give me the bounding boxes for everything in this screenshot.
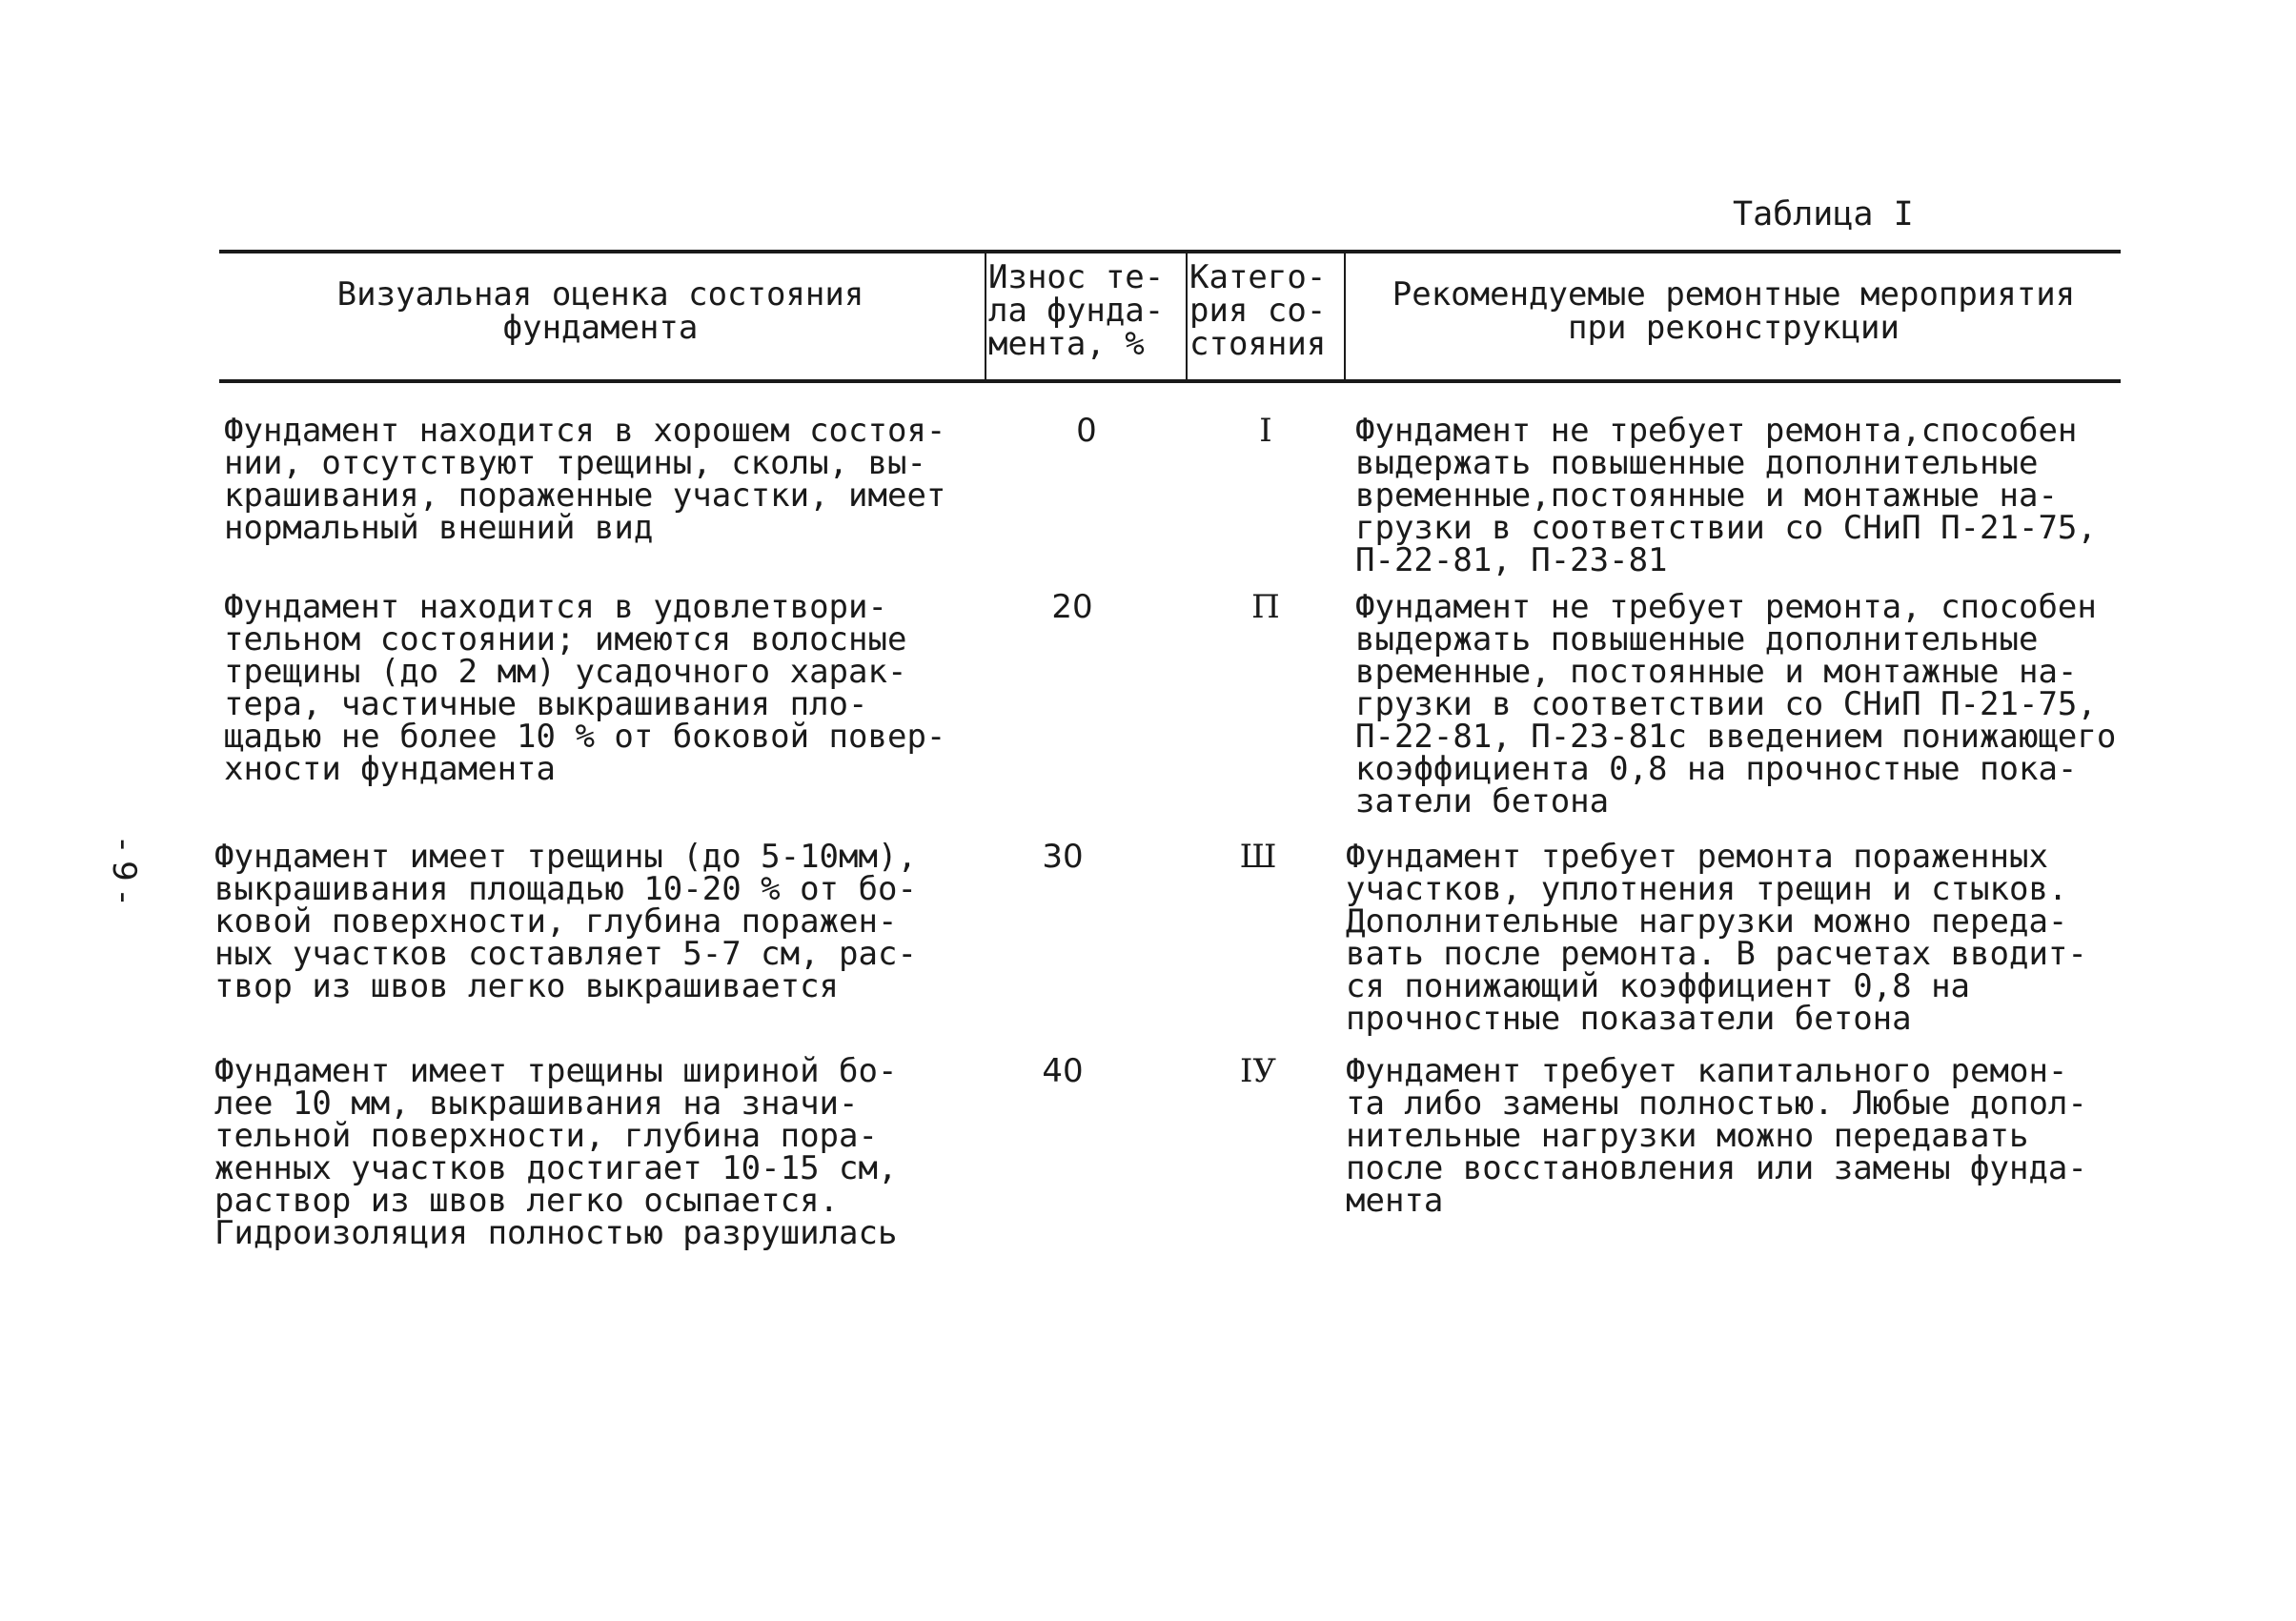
table-header-bottom-rule <box>219 379 2121 383</box>
header-divider-3 <box>1344 253 1346 379</box>
row-3-wear: 30 <box>1042 838 1084 876</box>
page-number: - 9 - <box>105 839 143 903</box>
row-2-recommendation: Фундамент не требует ремонта, способен выдержать повышенные дополнительные временные, постоянные и монтажные на- грузки в соответствии со СНиП П-21-75, П-22-81, П-23-81с введением понижающего коэффициента 0,8 на прочностные пока- затели бетона <box>1355 588 2117 821</box>
header-recommendations: Рекомендуемые ремонтные мероприятия при реконструкции <box>1392 275 2076 347</box>
row-1-recommendation: Фундамент не требует ремонта,способен выдержать повышенные дополнительные временные,постоянные и монтажные на- грузки в соответствии со СНиП П-21-75, П-22-81, П-23-81 <box>1355 412 2097 579</box>
row-2-wear: 20 <box>1051 588 1093 626</box>
header-wear: Износ те- ла фунда- мента, % <box>988 258 1165 363</box>
row-3-description: Фундамент имеет трещины (до 5-10мм), выкрашивания площадью 10-20 % от бо- ковой поверхности, глубина поражен- ных участков составляет 5-7 см, рас- твор из швов легко выкрашивается <box>214 838 917 1005</box>
table-caption: Таблица I <box>1733 195 1914 233</box>
row-4-wear: 40 <box>1042 1052 1084 1090</box>
row-3-category: Ш <box>1239 838 1277 876</box>
row-1-description: Фундамент находится в хорошем состоя- нии, отсутствуют трещины, сколы, вы- крашивания, пораженные участки, имеет нормальный внешний вид <box>224 412 946 547</box>
row-2-description: Фундамент находится в удовлетвори- тельном состоянии; имеются волосные трещины (до 2 мм) усадочного харак- тера, частичные выкрашивания пло- щадью не более 10 % от боковой повер- хности фундамента <box>224 588 946 788</box>
header-divider-2 <box>1186 253 1188 379</box>
header-visual-assessment: Визуальная оценка состояния фундамента <box>336 275 864 347</box>
table-top-rule <box>219 250 2121 253</box>
row-3-recommendation: Фундамент требует ремонта пораженных участков, уплотнения трещин и стыков. Дополнительные нагрузки можно переда- вать после ремонта. В расчетах вводит- ся понижающий коэффициент 0,8 на прочностные показатели бетона <box>1346 838 2087 1038</box>
row-2-category: П <box>1251 588 1280 626</box>
row-4-description: Фундамент имеет трещины шириной бо- лее 10 мм, выкрашивания на значи- тельной поверхности, глубина пора- женных участков достигает 10-15 см, раствор из швов легко осыпается. Гидроизоляция полностью разрушилась <box>214 1052 898 1252</box>
row-1-category: I <box>1259 412 1272 450</box>
row-4-category: IУ <box>1239 1052 1276 1090</box>
row-1-wear: 0 <box>1076 412 1097 450</box>
header-divider-1 <box>985 253 986 379</box>
row-4-recommendation: Фундамент требует капитального ремон- та либо замены полностью. Любые допол- нительные нагрузки можно передавать после восстановления или замены фунда- мента <box>1346 1052 2087 1220</box>
header-category: Катего- рия со- стояния <box>1189 258 1327 363</box>
